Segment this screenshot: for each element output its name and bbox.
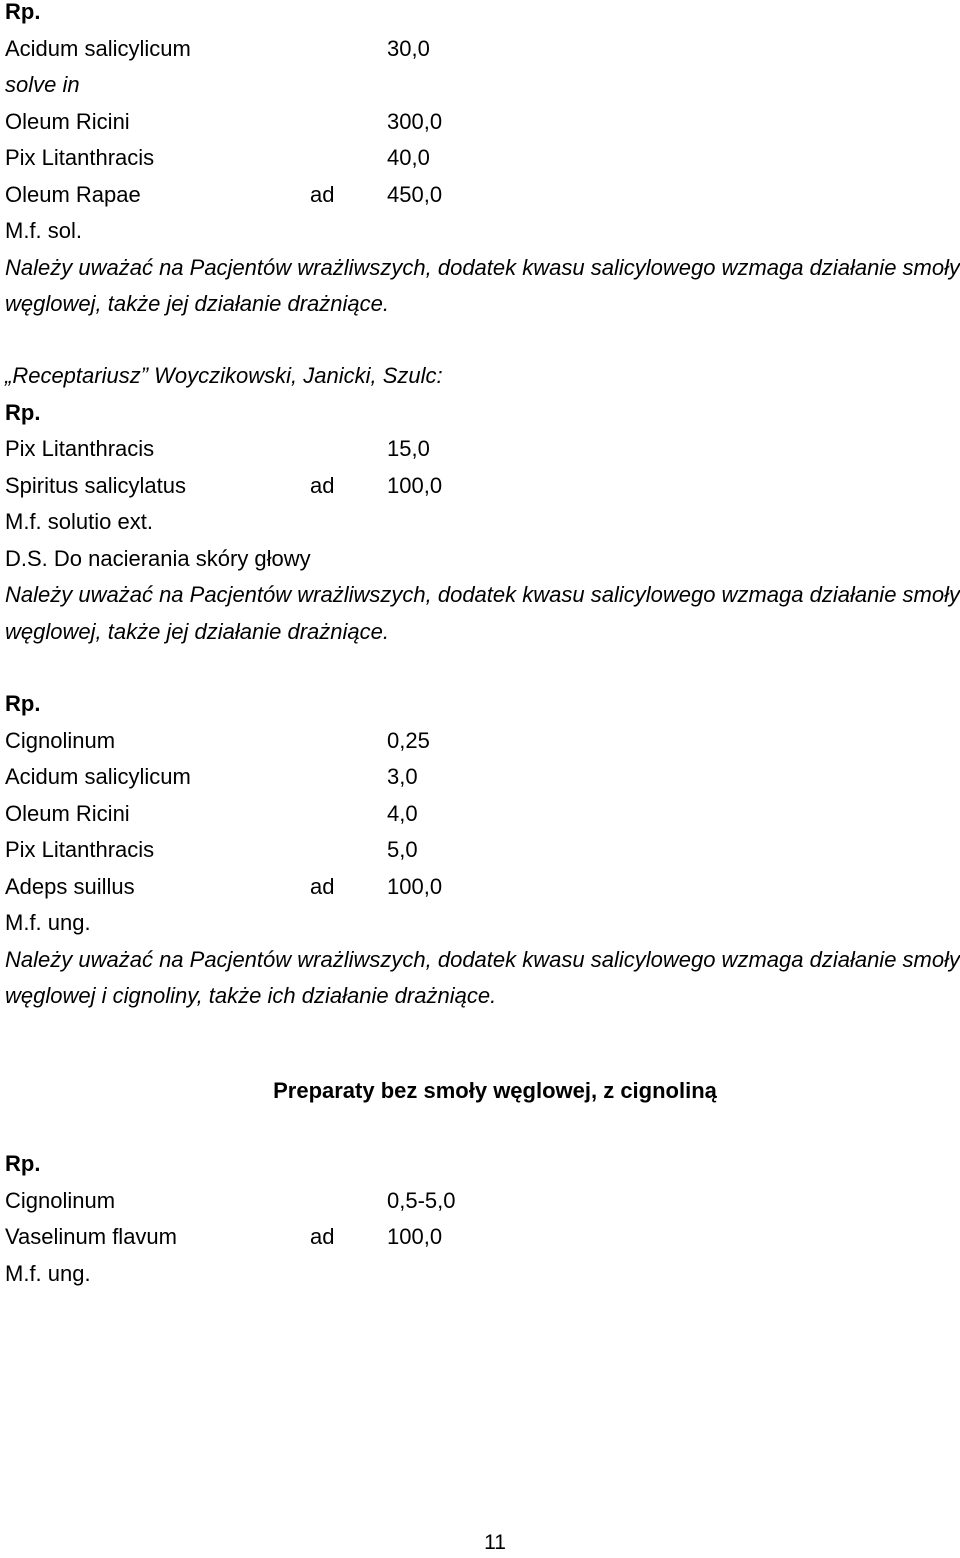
ingredient-quantity: 40,0	[387, 145, 430, 170]
warning-note: Należy uważać na Pacjentów wrażliwszych, dodatek kwasu salicylowego wzmaga działanie smoły węglowej i cignoliny, także ich działanie drażniące.	[5, 946, 960, 1008]
ingredient-row	[5, 1219, 960, 1256]
ingredient-quantity: 100,0	[387, 1224, 443, 1249]
ingredient-quantity: 4,0	[387, 800, 418, 826]
ingredient-quantity: 100,0	[387, 873, 443, 899]
ingredient-row	[5, 832, 960, 869]
ingredient-name: Pix Litanthracis	[5, 436, 155, 461]
ingredient-row	[5, 869, 960, 906]
ingredient-name: solve in	[5, 72, 80, 97]
ingredient-row	[5, 759, 960, 796]
ingredient-row	[5, 723, 960, 760]
recipe-2	[5, 358, 960, 650]
ingredient-quantity: 3,0	[387, 764, 418, 789]
ingredient-row	[5, 31, 960, 68]
ingredient-row	[5, 468, 960, 505]
ingredient-name: Oleum Rapae	[5, 181, 141, 207]
recipe-4	[5, 1146, 960, 1292]
ingredient-name: Adeps suillus	[5, 873, 135, 899]
form-label: M.f. sol.	[5, 218, 83, 243]
form-label: M.f. ung.	[5, 1260, 91, 1286]
warning-note: Należy uważać na Pacjentów wrażliwszych, dodatek kwasu salicylowego wzmaga działanie smoły węglowej, także jej działanie drażniące.	[5, 254, 960, 316]
ingredient-name: Acidum salicylicum	[5, 764, 191, 789]
section-heading: Preparaty bez smoły węglowej, z cignoliną	[273, 1078, 717, 1103]
source-citation: „Receptariusz” Woyczikowski, Janicki, Szulc:	[5, 363, 443, 388]
ingredient-row	[5, 177, 960, 214]
rp-label: Rp.	[5, 0, 41, 24]
ingredient-quantity: 450,0	[387, 181, 443, 207]
ingredient-name: Vaselinum flavum	[5, 1224, 177, 1249]
rp-label: Rp.	[5, 1151, 41, 1176]
ingredient-row	[5, 1183, 960, 1220]
ingredient-name: Pix Litanthracis	[5, 837, 155, 862]
ingredient-row	[5, 796, 960, 833]
page-number: 11	[484, 1531, 506, 1554]
ingredient-row	[5, 140, 960, 177]
ingredient-ad: ad	[310, 472, 335, 498]
ingredient-name: Spiritus salicylatus	[5, 472, 186, 498]
ingredient-name: Cignolinum	[5, 1187, 116, 1213]
ingredient-quantity: 30,0	[387, 35, 430, 61]
rp-label: Rp.	[5, 399, 41, 425]
ingredient-row	[5, 67, 960, 104]
ingredient-ad: ad	[310, 1224, 335, 1249]
form-label: M.f. ung.	[5, 910, 91, 935]
ingredient-quantity: 0,25	[387, 727, 430, 753]
rp-label: Rp.	[5, 691, 41, 716]
recipe-1	[5, 0, 960, 323]
recipe-3	[5, 686, 960, 1015]
signa-label: D.S. Do nacierania skóry głowy	[5, 545, 311, 571]
ingredient-ad: ad	[310, 181, 335, 207]
ingredient-name: Oleum Ricini	[5, 108, 130, 134]
ingredient-ad: ad	[310, 873, 335, 899]
ingredient-name: Pix Litanthracis	[5, 145, 155, 170]
ingredient-quantity: 100,0	[387, 472, 443, 498]
form-label: M.f. solutio ext.	[5, 509, 153, 534]
ingredient-row	[5, 431, 960, 468]
ingredient-name: Oleum Ricini	[5, 800, 130, 826]
ingredient-name: Cignolinum	[5, 727, 116, 753]
ingredient-quantity: 300,0	[387, 108, 443, 134]
warning-note: Należy uważać na Pacjentów wrażliwszych, dodatek kwasu salicylowego wzmaga działanie smoły węglowej, także jej działanie drażniące.	[5, 582, 960, 644]
ingredient-quantity: 0,5-5,0	[387, 1187, 456, 1213]
ingredient-quantity: 5,0	[387, 837, 418, 862]
ingredient-name: Acidum salicylicum	[5, 35, 191, 61]
ingredient-quantity: 15,0	[387, 436, 430, 461]
ingredient-row	[5, 104, 960, 141]
